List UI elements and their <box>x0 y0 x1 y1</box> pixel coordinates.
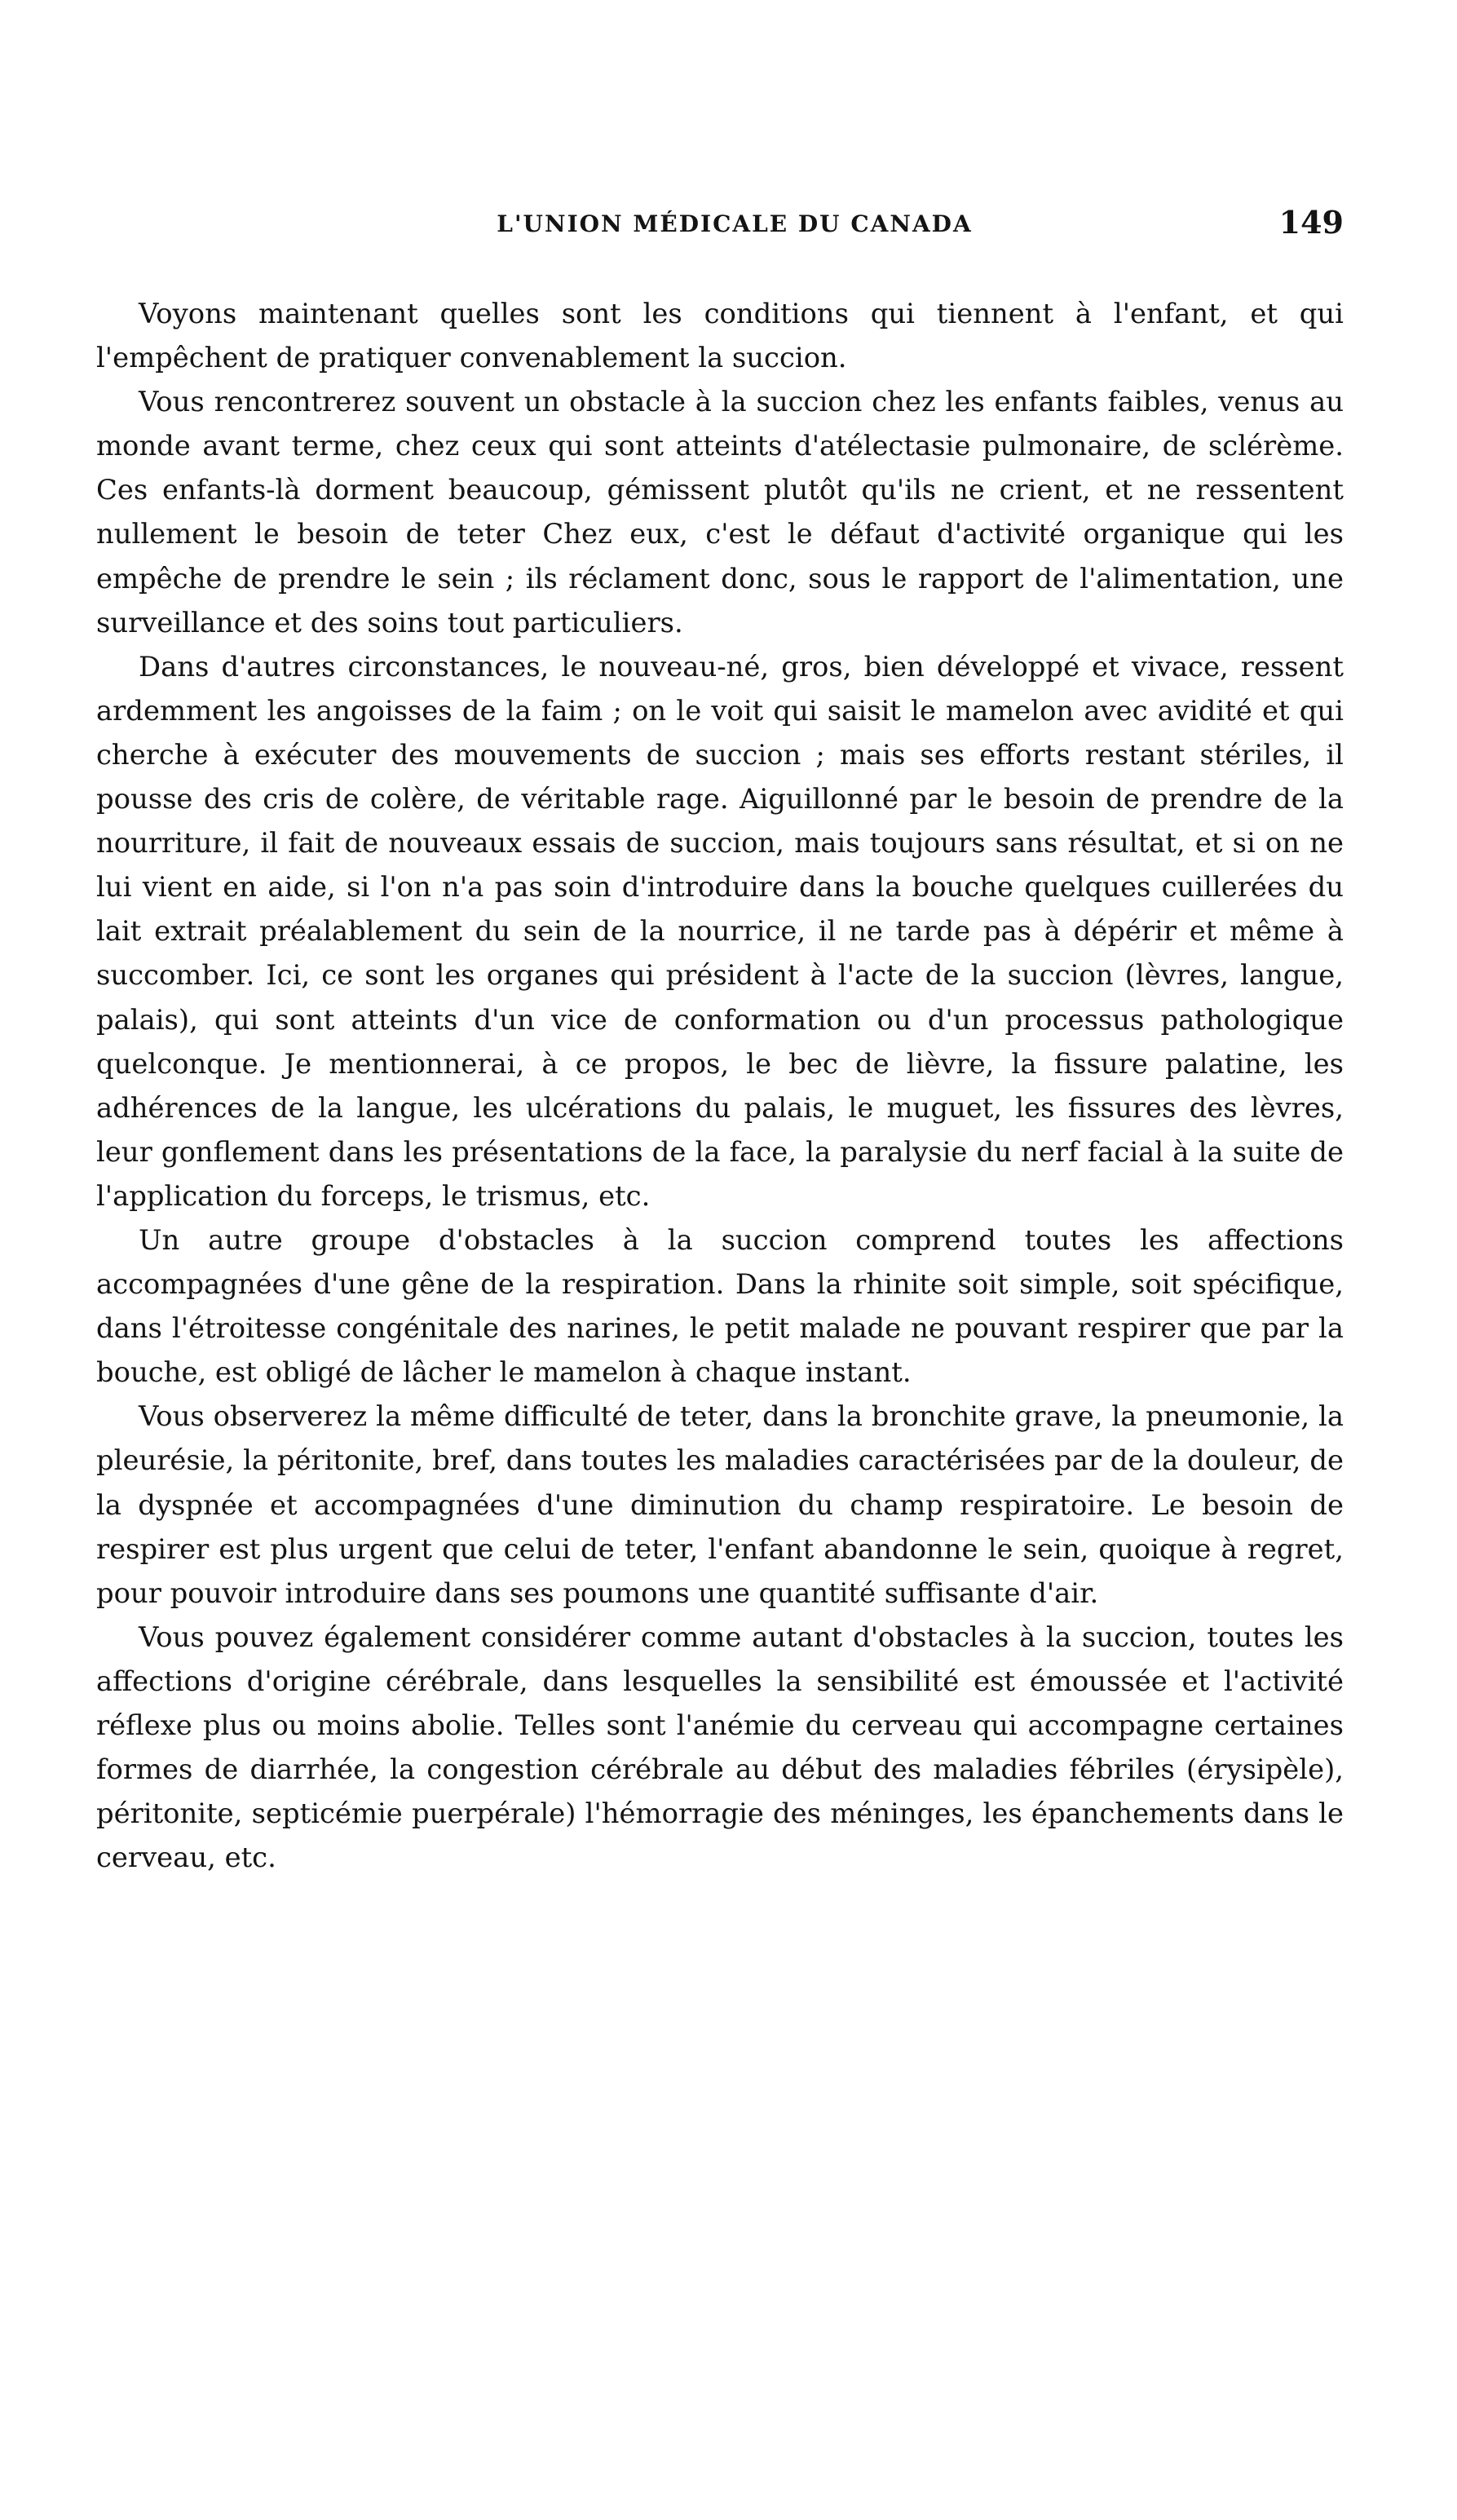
running-head <box>96 204 1344 250</box>
body-text <box>96 292 1344 1880</box>
running-title: L'UNION MÉDICALE DU CANADA <box>497 210 973 237</box>
book-page <box>96 204 1344 1880</box>
paragraph: Voyons maintenant quelles sont les conditions qui tiennent à l'enfant, et qui l'empêchent de pratiquer convenablement la succion. <box>96 298 1344 374</box>
paragraph: Vous observerez la même difficulté de teter, dans la bronchite grave, la pneumonie, la pleurésie, la péritonite, bref, dans toutes les maladies caractérisées par de la douleur, de la dyspnée et accompagnées d'une diminution du champ respiratoire. Le besoin de respirer est plus urgent que celui de teter, l'enfant abandonne le sein, quoique à regret, pour pouvoir introduire dans ses poumons une quantité suffisante d'air. <box>96 1400 1344 1609</box>
paragraph: Dans d'autres circonstances, le nouveau-né, gros, bien développé et vivace, ressent ardemment les angoisses de la faim ; on le voit qui saisit le mamelon avec avidité et qui cherche à exécuter des mouvements de succion ; mais ses efforts restant stériles, il pousse des cris de colère, de véritable rage. Aiguillonné par le besoin de prendre de la nourriture, il fait de nouveaux essais de succion, mais toujours sans résultat, et si on ne lui vient en aide, si l'on n'a pas soin d'introduire dans la bouche quelques cuillerées du lait extrait préalablement du sein de la nourrice, il ne tarde pas à dépérir et même à succomber. Ici, ce sont les organes qui président à l'acte de la succion (lèvres, langue, palais), qui sont atteints d'un vice de conformation ou d'un processus pathologique quelconque. Je mentionnerai, à ce propos, le bec de lièvre, la fissure palatine, les adhérences de la langue, les ulcérations du palais, le muguet, les fissures des lèvres, leur gonflement dans les présentations de la face, la paralysie du nerf facial à la suite de l'application du forceps, le trismus, etc. <box>96 650 1344 1212</box>
paragraph: Un autre groupe d'obstacles à la succion comprend toutes les affections accompagnées d'une gêne de la respiration. Dans la rhinite soit simple, soit spécifique, dans l'étroitesse congénitale des narines, le petit malade ne pouvant respirer que par la bouche, est obligé de lâcher le mamelon à chaque instant. <box>96 1223 1344 1389</box>
page-number: 149 <box>1278 204 1344 241</box>
paragraph: Vous pouvez également considérer comme autant d'obstacles à la succion, toutes les affections d'origine cérébrale, dans lesquelles la sensibilité est émoussée et l'activité réflexe plus ou moins abolie. Telles sont l'anémie du cerveau qui accompagne certaines formes de diarrhée, la congestion cérébrale au début des maladies fébriles (érysipèle), péritonite, septicémie puerpérale) l'hémorragie des méninges, les épanchements dans le cerveau, etc. <box>96 1620 1344 1874</box>
paragraph: Vous rencontrerez souvent un obstacle à la succion chez les enfants faibles, venus au monde avant terme, chez ceux qui sont atteints d'atélectasie pulmonaire, de sclérème. Ces enfants-là dorment beaucoup, gémissent plutôt qu'ils ne crient, et ne ressentent nullement le besoin de teter Chez eux, c'est le défaut d'activité organique qui les empêche de prendre le sein ; ils réclament donc, sous le rapport de l'alimentation, une surveillance et des soins tout particuliers. <box>96 386 1344 639</box>
